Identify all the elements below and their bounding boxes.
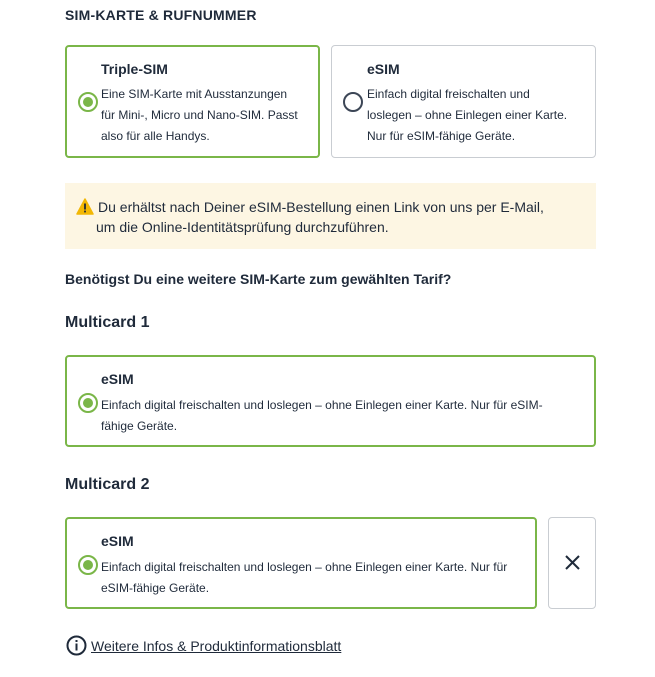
multicard-1-heading: Multicard 1	[65, 314, 150, 331]
product-info-link-label[interactable]: Weitere Infos & Produktinformationsblatt	[91, 637, 342, 654]
multicard-option-description	[101, 557, 507, 599]
description-line: Einfach digital freischalten und loslegen – ohne Einlegen einer Karte. Nur für	[101, 560, 508, 574]
radio-selected-icon[interactable]	[78, 393, 98, 413]
info-icon	[66, 635, 87, 656]
multicard-2-option-esim[interactable]	[65, 517, 537, 609]
multicard-option-title: eSIM	[101, 371, 134, 387]
multicard-option-title: eSIM	[101, 533, 134, 549]
description-line: Eine SIM-Karte mit Ausstanzungen	[101, 87, 288, 101]
sim-option-description	[367, 84, 567, 147]
description-line: loslegen – ohne Einlegen einer Karte.	[367, 108, 568, 122]
sim-option-title: Triple-SIM	[101, 61, 168, 77]
sim-option-title: eSIM	[367, 61, 400, 77]
notice-line: um die Online-Identitätsprüfung durchzuführen.	[96, 219, 389, 235]
description-line: Nur für eSIM-fähige Geräte.	[367, 129, 516, 143]
radio-selected-icon[interactable]	[78, 92, 98, 112]
notice-text	[98, 197, 544, 237]
remove-multicard-2-button[interactable]	[548, 517, 596, 609]
radio-unselected-icon[interactable]	[343, 92, 363, 112]
radio-selected-icon[interactable]	[78, 555, 98, 575]
esim-notice	[65, 183, 596, 249]
description-line: also für alle Handys.	[101, 129, 210, 143]
description-line: eSIM-fähige Geräte.	[101, 581, 210, 595]
additional-sim-question: Benötigst Du eine weitere SIM-Karte zum gewählten Tarif?	[65, 271, 452, 287]
section-title: SIM-KARTE & RUFNUMMER	[65, 7, 257, 23]
description-line: Einfach digital freischalten und	[367, 87, 530, 101]
sim-option-triple-sim[interactable]	[65, 45, 320, 158]
warning-icon	[76, 198, 94, 215]
multicard-option-description	[101, 395, 543, 437]
notice-line: Du erhältst nach Deiner eSIM-Bestellung einen Link von uns per E-Mail,	[98, 199, 544, 215]
multicard-1-option-esim[interactable]	[65, 355, 596, 447]
description-line: für Mini-, Micro und Nano-SIM. Passt	[101, 108, 298, 122]
product-info-link[interactable]	[66, 635, 341, 656]
multicard-2-heading: Multicard 2	[65, 476, 150, 493]
description-line: fähige Geräte.	[101, 419, 178, 433]
description-line: Einfach digital freischalten und loslegen – ohne Einlegen einer Karte. Nur für eSIM-	[101, 398, 543, 412]
sim-option-description	[101, 84, 298, 147]
sim-option-esim[interactable]	[331, 45, 596, 158]
close-icon	[565, 555, 580, 570]
